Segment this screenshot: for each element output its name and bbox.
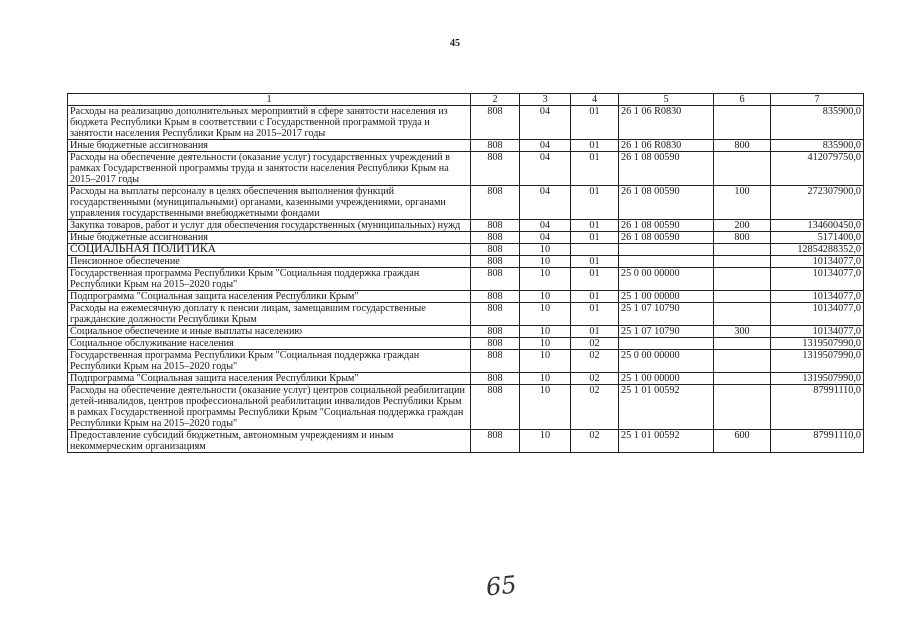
row-section-code: 04 <box>520 106 571 140</box>
row-name: Государственная программа Республики Крым "Социальная поддержка граждан Республики Крым на 2015–2020 годы" <box>68 350 471 373</box>
row-section-code: 10 <box>520 350 571 373</box>
row-section-code: 10 <box>520 338 571 350</box>
row-target-article: 25 1 01 00592 <box>619 430 714 453</box>
row-name: Подпрограмма "Социальная защита населения Республики Крым" <box>68 373 471 385</box>
table-row <box>68 326 864 338</box>
row-amount: 134600450,0 <box>771 220 864 232</box>
row-expense-type: 200 <box>714 220 771 232</box>
table-row <box>68 106 864 140</box>
row-subsection-code: 01 <box>571 291 619 303</box>
row-amount: 10134077,0 <box>771 303 864 326</box>
row-target-article: 26 1 08 00590 <box>619 232 714 244</box>
row-target-article: 25 1 07 10790 <box>619 326 714 338</box>
row-amount: 835900,0 <box>771 106 864 140</box>
row-amount: 412079750,0 <box>771 152 864 186</box>
row-name: Расходы на обеспечение деятельности (оказание услуг) центров социальной реабилитации детей-инвалидов, центров профессиональной реабилитации инвалидов Республики Крым в рамках Государственной программы Республики Крым "Социальная поддержка граждан Республики Крым на 2015–2020 годы" <box>68 385 471 430</box>
row-grbs-code: 808 <box>471 303 520 326</box>
header-cell-2: 2 <box>471 94 520 106</box>
row-grbs-code: 808 <box>471 430 520 453</box>
row-section-code: 04 <box>520 140 571 152</box>
row-section-code: 10 <box>520 256 571 268</box>
table-row <box>68 220 864 232</box>
page-number: 45 <box>450 38 460 49</box>
handwritten-page-number: 65 <box>484 570 518 602</box>
row-subsection-code: 02 <box>571 385 619 430</box>
row-subsection-code: 01 <box>571 140 619 152</box>
row-subsection-code: 01 <box>571 326 619 338</box>
row-name: Расходы на обеспечение деятельности (оказание услуг) государственных учреждений в рамках Государственной программы труда и занятости населения Республики Крым на 2015–2017 годы <box>68 152 471 186</box>
row-grbs-code: 808 <box>471 373 520 385</box>
row-target-article: 25 1 00 00000 <box>619 373 714 385</box>
row-expense-type: 300 <box>714 326 771 338</box>
table-row <box>68 291 864 303</box>
table-row <box>68 303 864 326</box>
row-subsection-code: 01 <box>571 303 619 326</box>
row-subsection-code: 02 <box>571 430 619 453</box>
row-grbs-code: 808 <box>471 268 520 291</box>
table-header-row <box>68 94 864 106</box>
row-amount: 1319507990,0 <box>771 373 864 385</box>
row-amount: 1319507990,0 <box>771 338 864 350</box>
table-row <box>68 373 864 385</box>
row-amount: 272307900,0 <box>771 186 864 220</box>
row-amount: 1319507990,0 <box>771 350 864 373</box>
row-name: Иные бюджетные ассигнования <box>68 140 471 152</box>
row-name: СОЦИАЛЬНАЯ ПОЛИТИКА <box>68 244 471 256</box>
row-section-code: 04 <box>520 232 571 244</box>
row-name: Предоставление субсидий бюджетным, автономным учреждениям и иным некоммерческим организациям <box>68 430 471 453</box>
row-target-article <box>619 338 714 350</box>
row-grbs-code: 808 <box>471 106 520 140</box>
row-subsection-code: 01 <box>571 186 619 220</box>
row-amount: 10134077,0 <box>771 326 864 338</box>
header-cell-5: 5 <box>619 94 714 106</box>
row-expense-type <box>714 338 771 350</box>
row-amount: 10134077,0 <box>771 256 864 268</box>
row-amount: 12854288352,0 <box>771 244 864 256</box>
header-cell-6: 6 <box>714 94 771 106</box>
row-grbs-code: 808 <box>471 220 520 232</box>
header-cell-1: 1 <box>68 94 471 106</box>
row-section-code: 10 <box>520 291 571 303</box>
table-body <box>68 106 864 453</box>
row-expense-type <box>714 385 771 430</box>
row-section-code: 10 <box>520 373 571 385</box>
row-name: Подпрограмма "Социальная защита населения Республики Крым" <box>68 291 471 303</box>
row-subsection-code: 01 <box>571 152 619 186</box>
row-target-article: 25 1 00 00000 <box>619 291 714 303</box>
row-target-article: 26 1 08 00590 <box>619 152 714 186</box>
row-section-code: 10 <box>520 244 571 256</box>
row-expense-type <box>714 152 771 186</box>
row-grbs-code: 808 <box>471 244 520 256</box>
table-row <box>68 350 864 373</box>
row-grbs-code: 808 <box>471 291 520 303</box>
row-section-code: 04 <box>520 186 571 220</box>
row-target-article: 26 1 06 R0830 <box>619 106 714 140</box>
table-row <box>68 256 864 268</box>
row-expense-type <box>714 303 771 326</box>
row-amount: 10134077,0 <box>771 291 864 303</box>
table-row <box>68 152 864 186</box>
row-name: Социальное обеспечение и иные выплаты населению <box>68 326 471 338</box>
row-subsection-code: 01 <box>571 268 619 291</box>
row-subsection-code: 01 <box>571 220 619 232</box>
row-section-code: 10 <box>520 326 571 338</box>
row-name: Иные бюджетные ассигнования <box>68 232 471 244</box>
row-expense-type: 100 <box>714 186 771 220</box>
row-amount: 835900,0 <box>771 140 864 152</box>
row-grbs-code: 808 <box>471 186 520 220</box>
header-cell-4: 4 <box>571 94 619 106</box>
table-row <box>68 385 864 430</box>
table-row <box>68 268 864 291</box>
row-section-code: 04 <box>520 220 571 232</box>
row-expense-type <box>714 268 771 291</box>
row-target-article: 25 0 00 00000 <box>619 350 714 373</box>
table-row <box>68 430 864 453</box>
row-subsection-code: 01 <box>571 106 619 140</box>
row-name: Расходы на ежемесячную доплату к пенсии лицам, замещавшим государственные гражданские должности Республики Крым <box>68 303 471 326</box>
row-name: Закупка товаров, работ и услуг для обеспечения государственных (муниципальных) нужд <box>68 220 471 232</box>
row-grbs-code: 808 <box>471 326 520 338</box>
row-target-article: 25 1 01 00592 <box>619 385 714 430</box>
row-section-code: 10 <box>520 385 571 430</box>
header-cell-3: 3 <box>520 94 571 106</box>
row-target-article <box>619 244 714 256</box>
row-expense-type: 800 <box>714 140 771 152</box>
table-row <box>68 338 864 350</box>
row-grbs-code: 808 <box>471 152 520 186</box>
row-section-code: 04 <box>520 152 571 186</box>
row-subsection-code: 02 <box>571 373 619 385</box>
row-target-article <box>619 256 714 268</box>
table-row <box>68 244 864 256</box>
row-grbs-code: 808 <box>471 350 520 373</box>
table-row <box>68 232 864 244</box>
row-name: Социальное обслуживание населения <box>68 338 471 350</box>
row-expense-type <box>714 106 771 140</box>
row-subsection-code: 02 <box>571 350 619 373</box>
row-target-article: 26 1 08 00590 <box>619 220 714 232</box>
row-target-article: 25 1 07 10790 <box>619 303 714 326</box>
table-row <box>68 186 864 220</box>
row-subsection-code: 01 <box>571 256 619 268</box>
row-grbs-code: 808 <box>471 232 520 244</box>
row-section-code: 10 <box>520 303 571 326</box>
header-cell-7: 7 <box>771 94 864 106</box>
row-grbs-code: 808 <box>471 256 520 268</box>
row-expense-type: 600 <box>714 430 771 453</box>
row-name: Расходы на выплаты персоналу в целях обеспечения выполнения функций государственными (муниципальными) органами, казенными учреждениями, органами управления государственными внебюджетными фондами <box>68 186 471 220</box>
row-subsection-code: 01 <box>571 232 619 244</box>
row-expense-type <box>714 291 771 303</box>
row-target-article: 26 1 08 00590 <box>619 186 714 220</box>
row-name: Пенсионное обеспечение <box>68 256 471 268</box>
budget-table <box>67 93 864 453</box>
row-target-article: 26 1 06 R0830 <box>619 140 714 152</box>
row-expense-type <box>714 256 771 268</box>
row-amount: 10134077,0 <box>771 268 864 291</box>
row-grbs-code: 808 <box>471 385 520 430</box>
row-expense-type <box>714 244 771 256</box>
row-expense-type: 800 <box>714 232 771 244</box>
row-amount: 87991110,0 <box>771 385 864 430</box>
row-amount: 5171400,0 <box>771 232 864 244</box>
row-name: Расходы на реализацию дополнительных мероприятий в сфере занятости населения из бюджета Республики Крым в соответствии с Государственной программой труда и занятости населения Республики Крым на 2015–2017 годы <box>68 106 471 140</box>
row-subsection-code: 02 <box>571 338 619 350</box>
row-expense-type <box>714 350 771 373</box>
row-amount: 87991110,0 <box>771 430 864 453</box>
row-expense-type <box>714 373 771 385</box>
row-section-code: 10 <box>520 430 571 453</box>
row-grbs-code: 808 <box>471 338 520 350</box>
row-section-code: 10 <box>520 268 571 291</box>
row-target-article: 25 0 00 00000 <box>619 268 714 291</box>
table-row <box>68 140 864 152</box>
row-grbs-code: 808 <box>471 140 520 152</box>
row-name: Государственная программа Республики Крым "Социальная поддержка граждан Республики Крым на 2015–2020 годы" <box>68 268 471 291</box>
row-subsection-code <box>571 244 619 256</box>
